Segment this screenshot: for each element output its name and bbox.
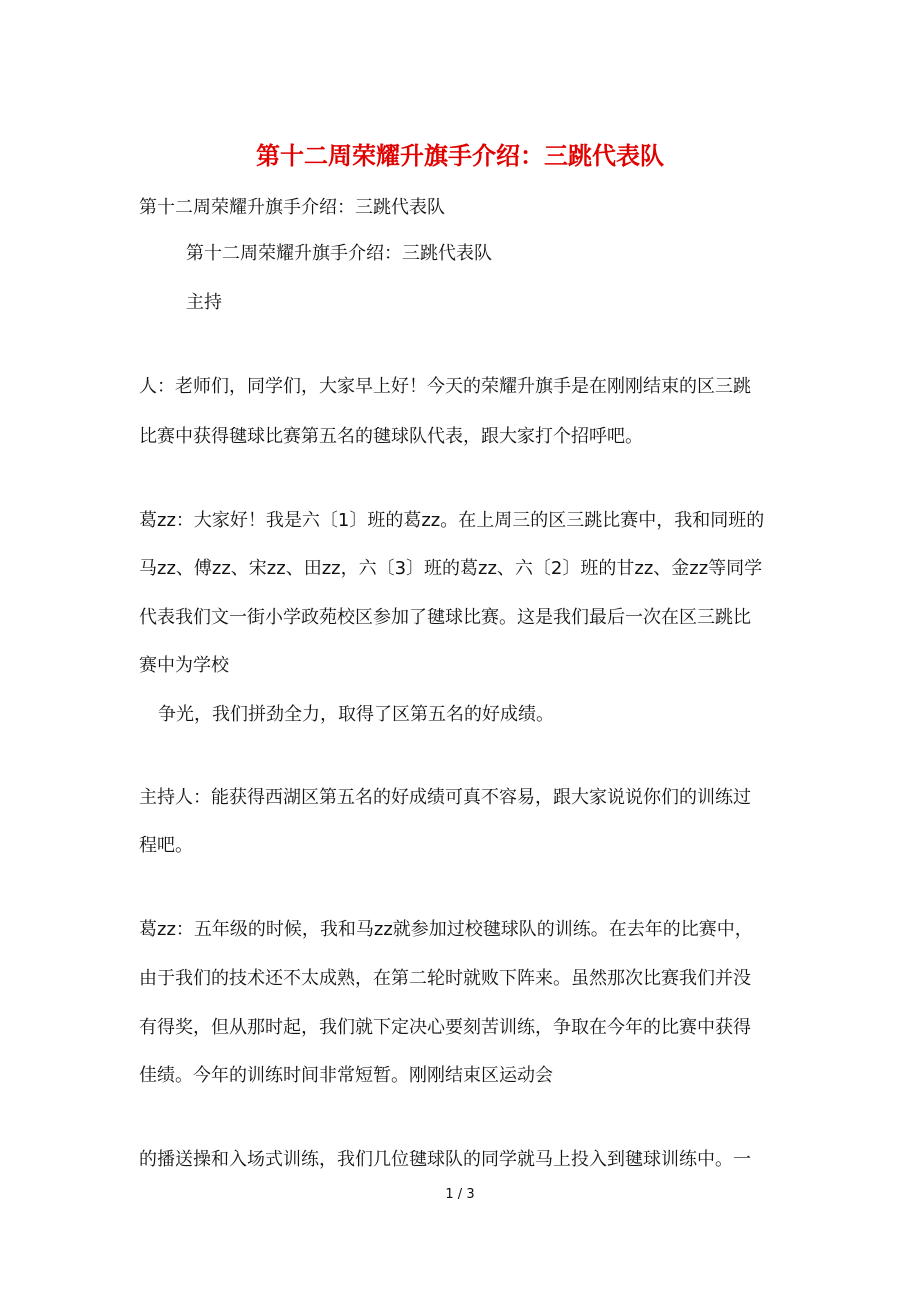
page-number: 1 / 3	[445, 1187, 475, 1202]
body-line: 第十二周荣耀升旗手介绍：三跳代表队	[139, 197, 445, 218]
body-line: 程吧。	[139, 835, 193, 856]
body-line: 葛zz：大家好！我是六〔1〕班的葛zz。在上周三的区三跳比赛中，我和同班的	[139, 510, 765, 531]
body-line: 有得奖，但从那时起，我们就下定决心要刻苦训练，争取在今年的比赛中获得	[139, 1017, 751, 1038]
body-line: 由于我们的技术还不太成熟，在第二轮时就败下阵来。虽然那次比赛我们并没	[139, 968, 751, 989]
body-line: 赛中为学校	[139, 655, 229, 676]
body-line: 比赛中获得毽球比赛第五名的毽球队代表，跟大家打个招呼吧。	[139, 426, 643, 447]
body-line: 佳绩。今年的训练时间非常短暂。刚刚结束区运动会	[139, 1065, 553, 1086]
body-line: 人：老师们，同学们，大家早上好！今天的荣耀升旗手是在刚刚结束的区三跳	[139, 376, 751, 397]
body-line: 主持	[186, 292, 222, 313]
body-line: 主持人：能获得西湖区第五名的好成绩可真不容易，跟大家说说你们的训练过	[139, 787, 751, 808]
document-title: 第十二周荣耀升旗手介绍：三跳代表队	[256, 142, 664, 170]
body-line: 第十二周荣耀升旗手介绍：三跳代表队	[186, 243, 492, 264]
body-line: 的播送操和入场式训练，我们几位毽球队的同学就马上投入到毽球训练中。一	[139, 1149, 751, 1170]
body-line: 马zz、傅zz、宋zz、田zz，六〔3〕班的葛zz、六〔2〕班的甘zz、金zz等同学	[139, 558, 763, 579]
body-line: 葛zz：五年级的时候，我和马zz就参加过校毽球队的训练。在去年的比赛中，	[139, 919, 753, 940]
body-line: 代表我们文一街小学政苑校区参加了毽球比赛。这是我们最后一次在区三跳比	[139, 607, 751, 628]
body-line: 争光，我们拼劲全力，取得了区第五名的好成绩。	[158, 704, 554, 725]
